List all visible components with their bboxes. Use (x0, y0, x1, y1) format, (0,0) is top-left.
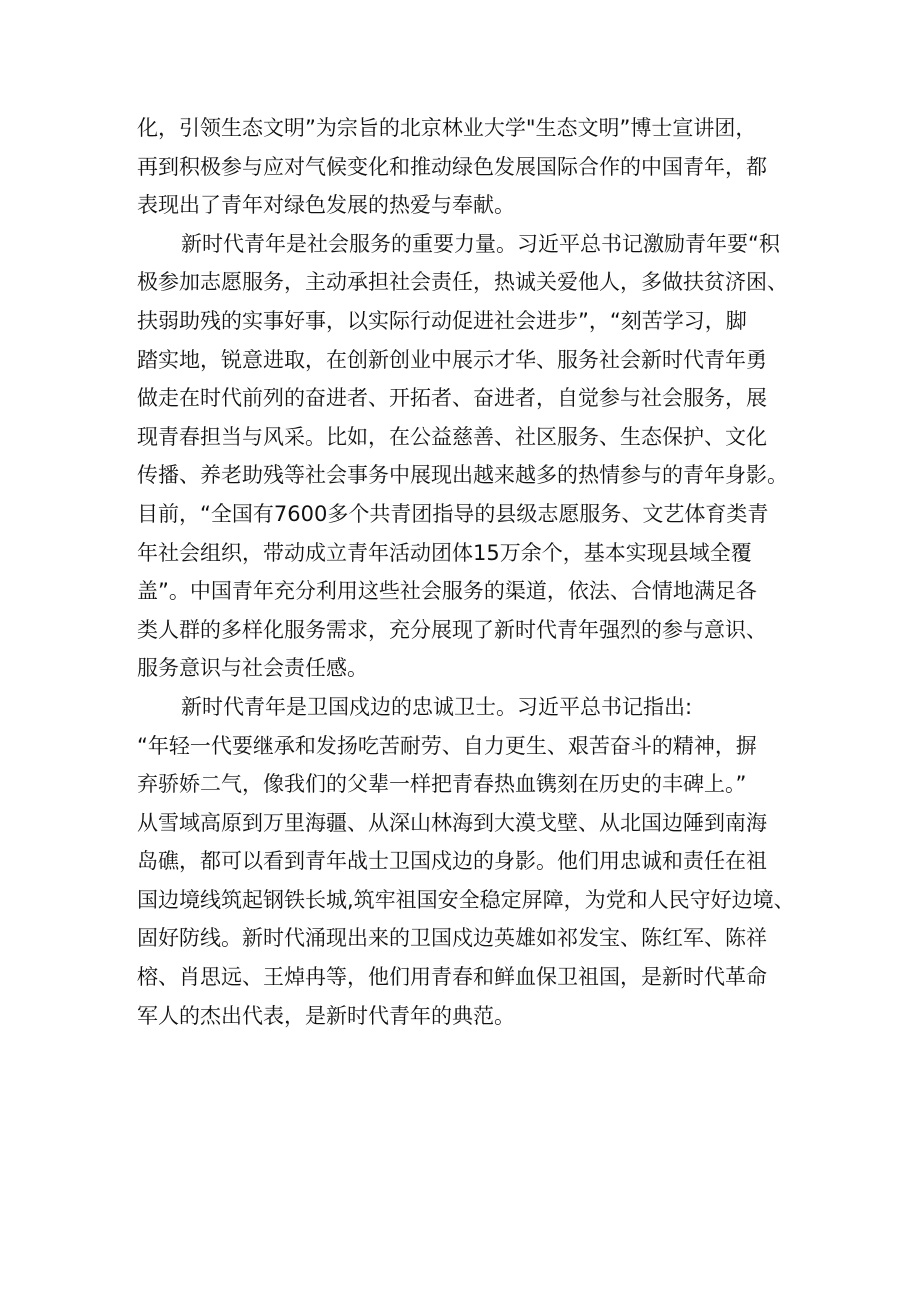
text-line: 年社会组织，带动成立青年活动团体15万余个，基本实现县域全覆 (137, 540, 752, 565)
text-line: 服务意识与社会责任感。 (137, 656, 368, 681)
text-line: 表现出了青年对绿色发展的热爱与奉献。 (137, 193, 515, 218)
text-line: 踏实地，锐意进取，在创新创业中展示才华、服务社会新时代青年勇 (137, 347, 767, 372)
text-line: 目前，“全国有7600多个共青团指导的县级志愿服务、文艺体育类青 (137, 501, 769, 526)
text-line: 盖”。中国青年充分利用这些社会服务的渠道，依法、合情地满足各 (137, 579, 757, 604)
paragraph-start-line: 新时代青年是卫国戍边的忠诚卫士。习近平总书记指出: (181, 694, 693, 719)
text-line: 传播、养老助残等社会事务中展现出越来越多的热情参与的青年身影。 (137, 463, 788, 488)
text-line: “年轻一代要继承和发扬吃苦耐劳、自力更生、艰苦奋斗的精神，摒 (137, 733, 757, 758)
text-line: 弃骄娇二气，像我们的父辈一样把青春热血镌刻在历史的丰碑上。” (137, 772, 747, 797)
text-line: 军人的杰出代表，是新时代青年的典范。 (137, 1003, 515, 1028)
text-line: 化，引领生态文明”为宗旨的北京林业大学"生态文明”博士宣讲团， (137, 116, 757, 140)
text-line: 固好防线。新时代涌现出来的卫国戍边英雄如祁发宝、陈红军、陈祥 (137, 926, 767, 951)
paragraph-start-line: 新时代青年是社会服务的重要力量。习近平总书记激励青年要“积 (181, 231, 780, 256)
text-line: 做走在时代前列的奋进者、开拓者、奋进者，自觉参与社会服务，展 (137, 386, 767, 411)
text-line: 榕、肖思远、王焯冉等，他们用青春和鲜血保卫祖国，是新时代革命 (137, 965, 767, 990)
body-text (137, 109, 795, 1035)
text-line: 从雪域高原到万里海疆、从深山林海到大漠戈壁、从北国边陲到南海 (137, 810, 767, 835)
text-line: 极参加志愿服务，主动承担社会责任，热诚关爱他人，多做扶贫济困、 (137, 270, 788, 295)
text-line: 再到积极参与应对气候变化和推动绿色发展国际合作的中国青年，都 (137, 154, 767, 179)
text-line: 国边境线筑起钢铁长城,筑牢祖国安全稳定屏障，为党和人民守好边境、 (137, 887, 795, 912)
text-line: 类人群的多样化服务需求，充分展现了新时代青年强烈的参与意识、 (137, 617, 767, 642)
text-line: 现青春担当与风采。比如，在公益慈善、社区服务、生态保护、文化 (137, 424, 767, 449)
text-line: 扶弱助残的实事好事，以实际行动促进社会进步”，“刻苦学习，脚 (137, 308, 747, 333)
text-line: 岛礁，都可以看到青年战士卫国戍边的身影。他们用忠诚和责任在祖 (137, 849, 767, 874)
